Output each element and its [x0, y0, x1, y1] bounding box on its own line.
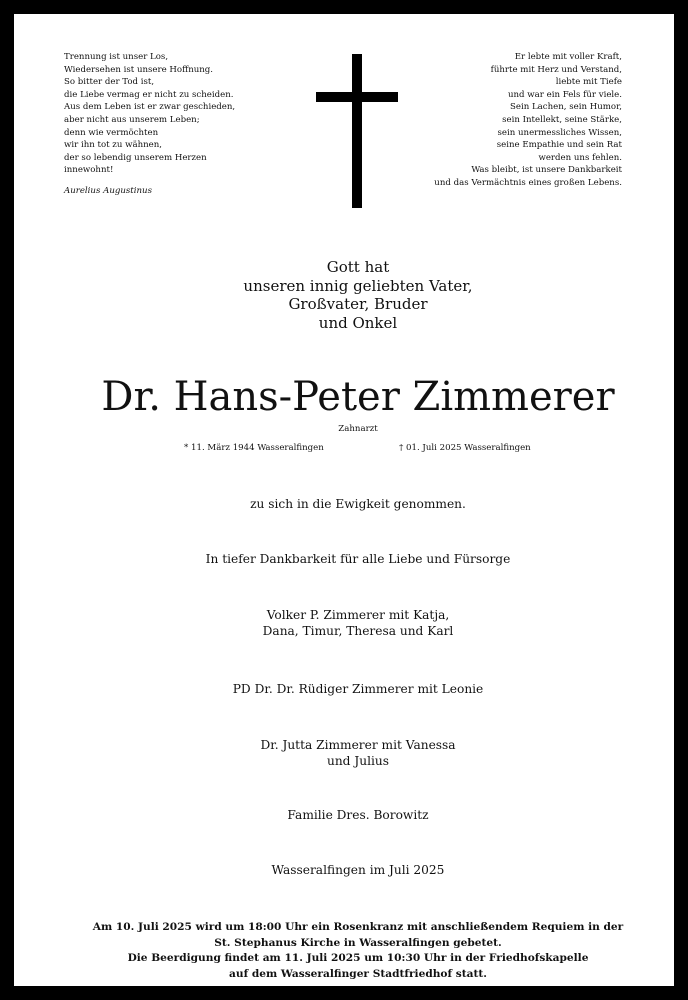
taken-text: zu sich in die Ewigkeit genommen. [250, 497, 466, 511]
poem-left-line: der so lebendig unserem Herzen [64, 152, 207, 163]
death-date: † 01. Juli 2025 Wasseralfingen [399, 443, 531, 453]
mourner-group [14, 737, 688, 769]
intro-line: Großvater, Bruder [288, 295, 428, 313]
deceased-profession: Zahnarzt [338, 424, 378, 434]
birth-date: * 11. März 1944 Wasseralfingen [184, 443, 324, 453]
intro-line: Gott hat [326, 258, 390, 276]
intro-text [14, 258, 688, 332]
mourner-line: Volker P. Zimmerer mit Katja, [266, 608, 450, 622]
poem-right-line: und das Vermächtnis eines großen Lebens. [434, 177, 622, 188]
poem-right-line: werden uns fehlen. [538, 152, 622, 163]
poem-left-line: innewohnt! [64, 165, 114, 176]
mourner-line: und Julius [326, 754, 389, 768]
poem-right-line: liebte mit Tiefe [555, 77, 622, 88]
notice-line: Am 10. Juli 2025 wird um 18:00 Uhr ein Rosenkranz mit anschließendem Requiem in der [92, 921, 624, 933]
poem-left [64, 51, 304, 198]
gratitude-text: In tiefer Dankbarkeit für alle Liebe und Fürsorge [205, 552, 511, 566]
poem-left-line: die Liebe vermag er nicht zu scheiden. [64, 89, 234, 100]
notice-line: Die Beerdigung findet am 11. Juli 2025 um 10:30 Uhr in der Friedhofskapelle [127, 952, 589, 964]
notice-line: auf dem Wasseralfinger Stadtfriedhof statt. [229, 967, 487, 980]
cross-vertical-bar [352, 54, 362, 208]
poem-right-line: Er lebte mit voller Kraft, [514, 52, 622, 62]
deceased-name: Dr. Hans-Peter Zimmerer [101, 374, 615, 420]
intro-line: unseren innig geliebten Vater, [243, 276, 473, 295]
notice-line: St. Stephanus Kirche in Wasseralfingen gebetet. [214, 936, 502, 949]
poem-right-line: sein Intellekt, seine Stärke, [502, 114, 622, 125]
poem-right [382, 51, 622, 190]
mourner-group [14, 607, 688, 639]
mourner-line: Dana, Timur, Theresa und Karl [262, 624, 454, 638]
poem-right-line: seine Empathie und sein Rat [496, 140, 622, 151]
poem-right-line: führte mit Herz und Verstand, [490, 64, 622, 75]
funeral-notice [14, 920, 688, 982]
poem-left-line: denn wie vermöchten [64, 127, 159, 138]
intro-line: und Onkel [318, 313, 398, 332]
poem-left-line: aber nicht aus unserem Leben; [64, 114, 200, 125]
mourner-group: Familie Dres. Borowitz [287, 808, 429, 822]
mourner-line: Dr. Jutta Zimmerer mit Vanessa [260, 738, 456, 752]
poem-right-line: Sein Lachen, sein Humor, [509, 102, 622, 113]
poem-right-line: Was bleibt, ist unsere Dankbarkeit [471, 165, 622, 176]
place-date: Wasseralfingen im Juli 2025 [271, 863, 445, 877]
poem-left-line: Wiedersehen ist unsere Hoffnung. [64, 64, 214, 75]
poem-right-line: und war ein Fels für viele. [507, 89, 622, 100]
poem-left-line: Aus dem Leben ist er zwar geschieden, [64, 102, 236, 113]
poem-left-line: So bitter der Tod ist, [64, 77, 155, 88]
poem-left-line: wir ihn tot zu wähnen, [64, 140, 163, 151]
mourner-group: PD Dr. Dr. Rüdiger Zimmerer mit Leonie [232, 682, 484, 696]
poem-right-line: sein unermessliches Wissen, [497, 127, 622, 138]
poem-author: Aurelius Augustinus [64, 185, 152, 196]
poem-left-line: Trennung ist unser Los, [64, 52, 169, 62]
